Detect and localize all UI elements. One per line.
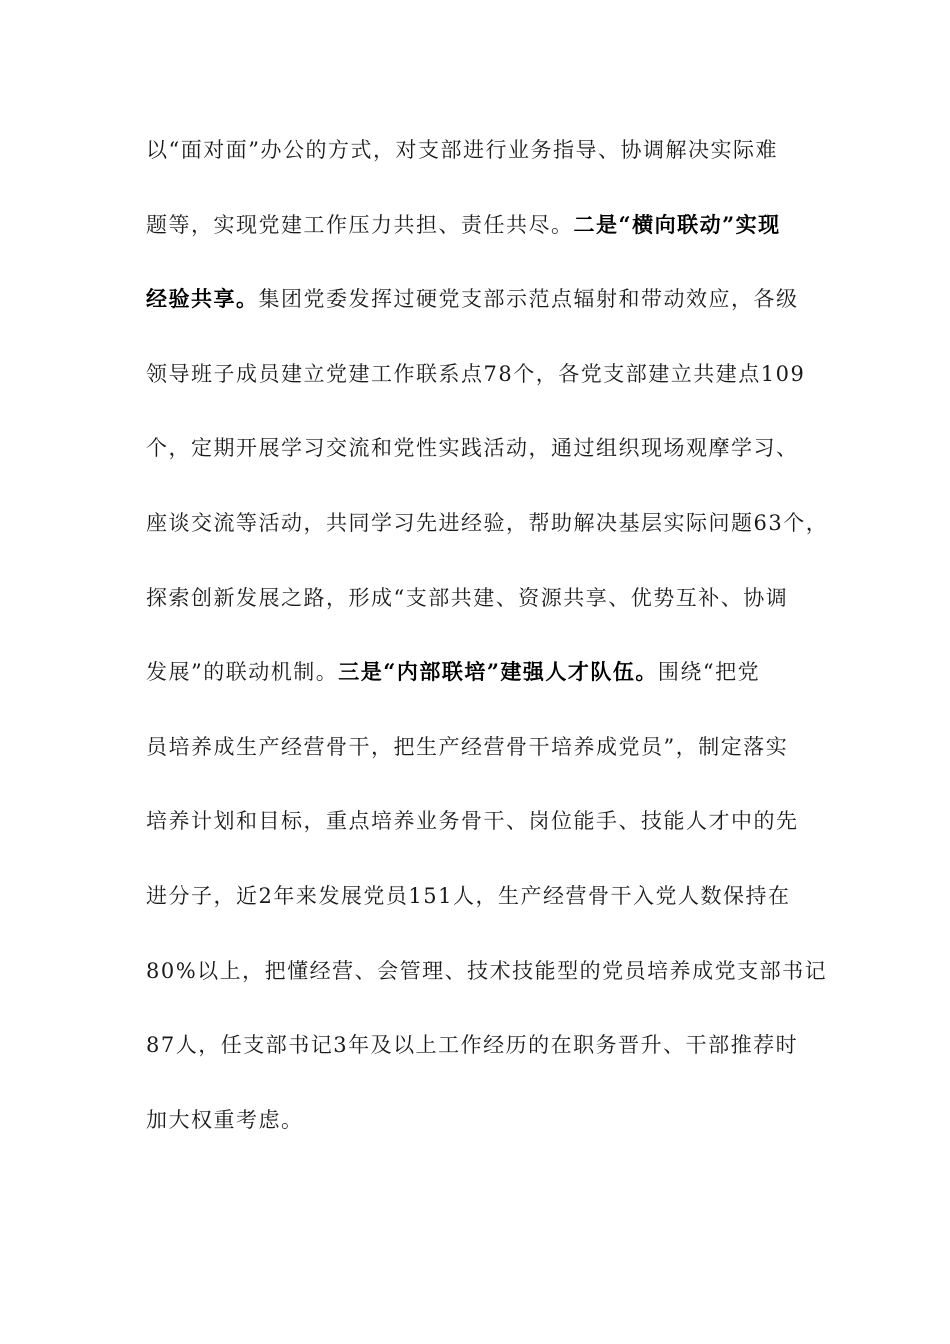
text-segment: 87人，任支部书记3年及以上工作经历的在职务晋升、干部推荐时 bbox=[146, 1033, 799, 1057]
bold-heading-segment: 经验共享。 bbox=[146, 286, 259, 311]
text-segment: 培养计划和目标，重点培养业务骨干、岗位能手、技能人才中的先 bbox=[146, 809, 799, 833]
text-segment: 进分子，近2年来发展党员151人，生产经营骨干入党人数保持在 bbox=[146, 884, 791, 908]
text-segment: 座谈交流等活动，共同学习先进经验，帮助解决基层实际问题63个， bbox=[146, 511, 829, 535]
text-segment: 员培养成生产经营骨干，把生产经营骨干培养成党员”，制定落实 bbox=[146, 735, 789, 759]
text-line bbox=[146, 729, 826, 765]
text-line bbox=[146, 654, 826, 690]
text-segment: 题等，实现党建工作压力共担、责任共尽。 bbox=[146, 213, 574, 237]
text-segment: 80%以上，把懂经营、会管理、技术技能型的党员培养成党支部书记 bbox=[146, 959, 828, 983]
text-segment: 集团党委发挥过硬党支部示范点辐射和带动效应，各级 bbox=[258, 287, 799, 311]
text-segment: 以“面对面”办公的方式，对支部进行业务指导、协调解决实际难 bbox=[146, 138, 778, 162]
text-line bbox=[146, 1102, 826, 1138]
text-line bbox=[146, 953, 826, 989]
text-line bbox=[146, 207, 826, 243]
text-line bbox=[146, 580, 826, 616]
text-segment: 加大权重考虑。 bbox=[146, 1108, 304, 1132]
text-line bbox=[146, 281, 826, 317]
text-segment: 围绕“把党 bbox=[657, 660, 761, 684]
bold-heading-segment: 二是“横向联动”实现 bbox=[573, 212, 781, 237]
text-segment: 发展”的联动机制。 bbox=[146, 660, 339, 684]
text-segment: 探索创新发展之路，形成“支部共建、资源共享、优势互补、协调 bbox=[146, 586, 789, 610]
text-segment: 领导班子成员建立党建工作联系点78个，各党支部建立共建点109 bbox=[146, 362, 806, 386]
text-line bbox=[146, 132, 826, 168]
text-line bbox=[146, 878, 826, 914]
text-line bbox=[146, 505, 829, 541]
text-line bbox=[146, 1027, 826, 1063]
text-line bbox=[146, 803, 826, 839]
bold-heading-segment: 三是“内部联培”建强人才队伍。 bbox=[338, 659, 658, 684]
text-segment: 个，定期开展学习交流和党性实践活动，通过组织现场观摩学习、 bbox=[146, 436, 799, 460]
text-line bbox=[146, 430, 826, 466]
text-line bbox=[146, 356, 826, 392]
